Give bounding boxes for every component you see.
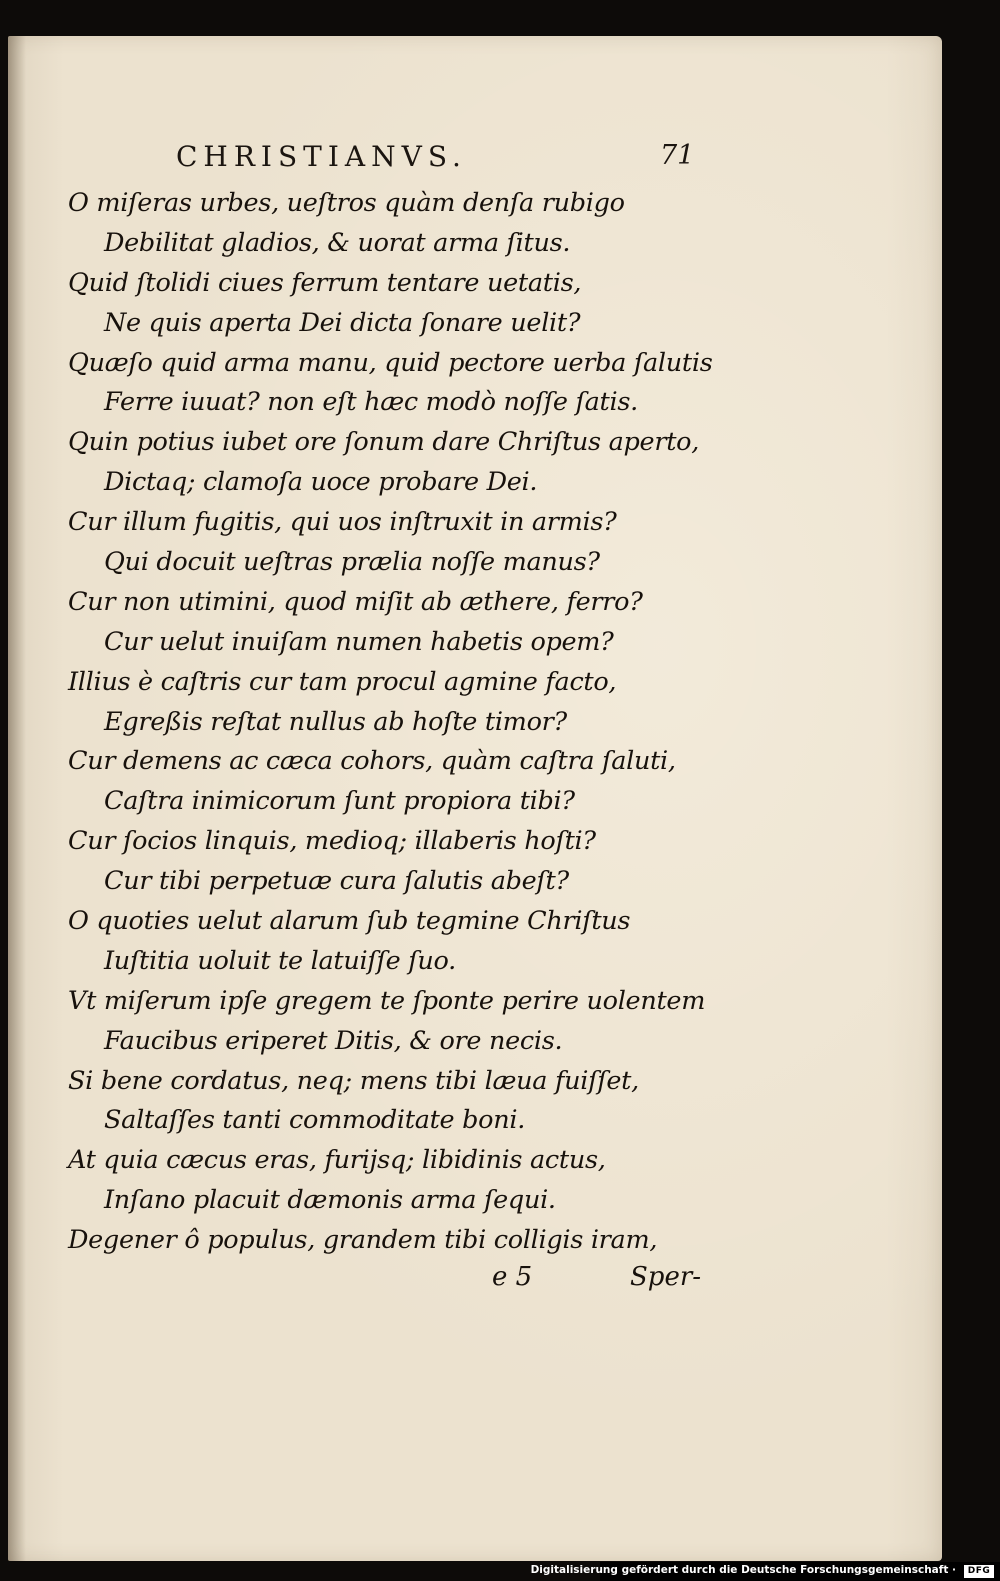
verse-line: Cur non utimini, quod miſit ab æthere, ferro? — [68, 586, 643, 617]
verse-line: O miſeras urbes, ueſtros quàm denſa rubigo — [68, 188, 625, 218]
signature-mark: e 5 — [492, 1262, 533, 1292]
poem-text — [0, 184, 1000, 1261]
verse-line: Vt miſerum ipſe gregem te ſponte perire uolentem — [68, 985, 706, 1016]
page-header — [0, 140, 1000, 180]
verse-line: Cur tibi perpetuæ cura ſalutis abeſt? — [104, 866, 569, 897]
verse-line: Quid ſtolidi ciues ferrum tentare uetatis, — [68, 267, 582, 298]
verse-line: Debilitat gladios, & uorat arma ſitus. — [104, 227, 571, 258]
verse-line: Faucibus eriperet Ditis, & ore necis. — [104, 1025, 563, 1056]
verse-line: Illius è caſtris cur tam procul agmine facto, — [68, 666, 617, 697]
verse-line: Dictaq; clamoſa uoce probare Dei. — [104, 467, 538, 498]
verse-line: Si bene cordatus, neq; mens tibi læua fuiſſet, — [68, 1065, 639, 1096]
digitization-credit-bar — [530, 1562, 1000, 1581]
page-footer — [0, 1262, 1000, 1302]
catchword: Sper- — [630, 1262, 702, 1292]
verse-line: At quia cæcus eras, furijsq; libidinis actus, — [68, 1145, 606, 1176]
verse-line: Quin potius iubet ore ſonum dare Chriſtus aperto, — [68, 427, 700, 458]
verse-line: Iuſtitia uoluit te latuiſſe ſuo. — [104, 945, 456, 976]
verse-line: Quæſo quid arma manu, quid pectore uerba ſalutis — [68, 347, 713, 378]
verse-line: Qui docuit ueſtras prælia noſſe manus? — [104, 547, 600, 578]
verse-line: Caſtra inimicorum ſunt propiora tibi? — [104, 786, 575, 817]
verse-line: Cur ſocios linquis, medioq; illaberis hoſti? — [68, 826, 596, 857]
verse-line: Cur illum fugitis, qui uos inſtruxit in armis? — [68, 507, 617, 538]
verse-line: Cur uelut inuiſam numen habetis opem? — [104, 626, 614, 657]
credit-text: Digitalisierung gefördert durch die Deutsche Forschungsgemeinschaft · — [530, 1564, 956, 1576]
verse-line: Inſano placuit dæmonis arma ſequi. — [104, 1185, 556, 1216]
dfg-logo: DFG — [964, 1565, 994, 1578]
verse-line: Ne quis aperta Dei dicta ſonare uelit? — [104, 307, 581, 338]
verse-line: Degener ô populus, grandem tibi colligis iram, — [68, 1225, 658, 1256]
running-head: CHRISTIANVS. — [176, 140, 467, 173]
page-number: 71 — [660, 140, 695, 171]
verse-line: Ferre iuuat? non eſt hæc modò noſſe ſatis. — [104, 387, 638, 418]
verse-line: Cur demens ac cæca cohors, quàm caſtra ſaluti, — [68, 746, 676, 777]
verse-line: Saltaſſes tanti commoditate boni. — [104, 1105, 525, 1136]
verse-line: O quoties uelut alarum ſub tegmine Chriſtus — [68, 906, 631, 937]
verse-line: Egreßis reſtat nullus ab hoſte timor? — [104, 706, 567, 737]
